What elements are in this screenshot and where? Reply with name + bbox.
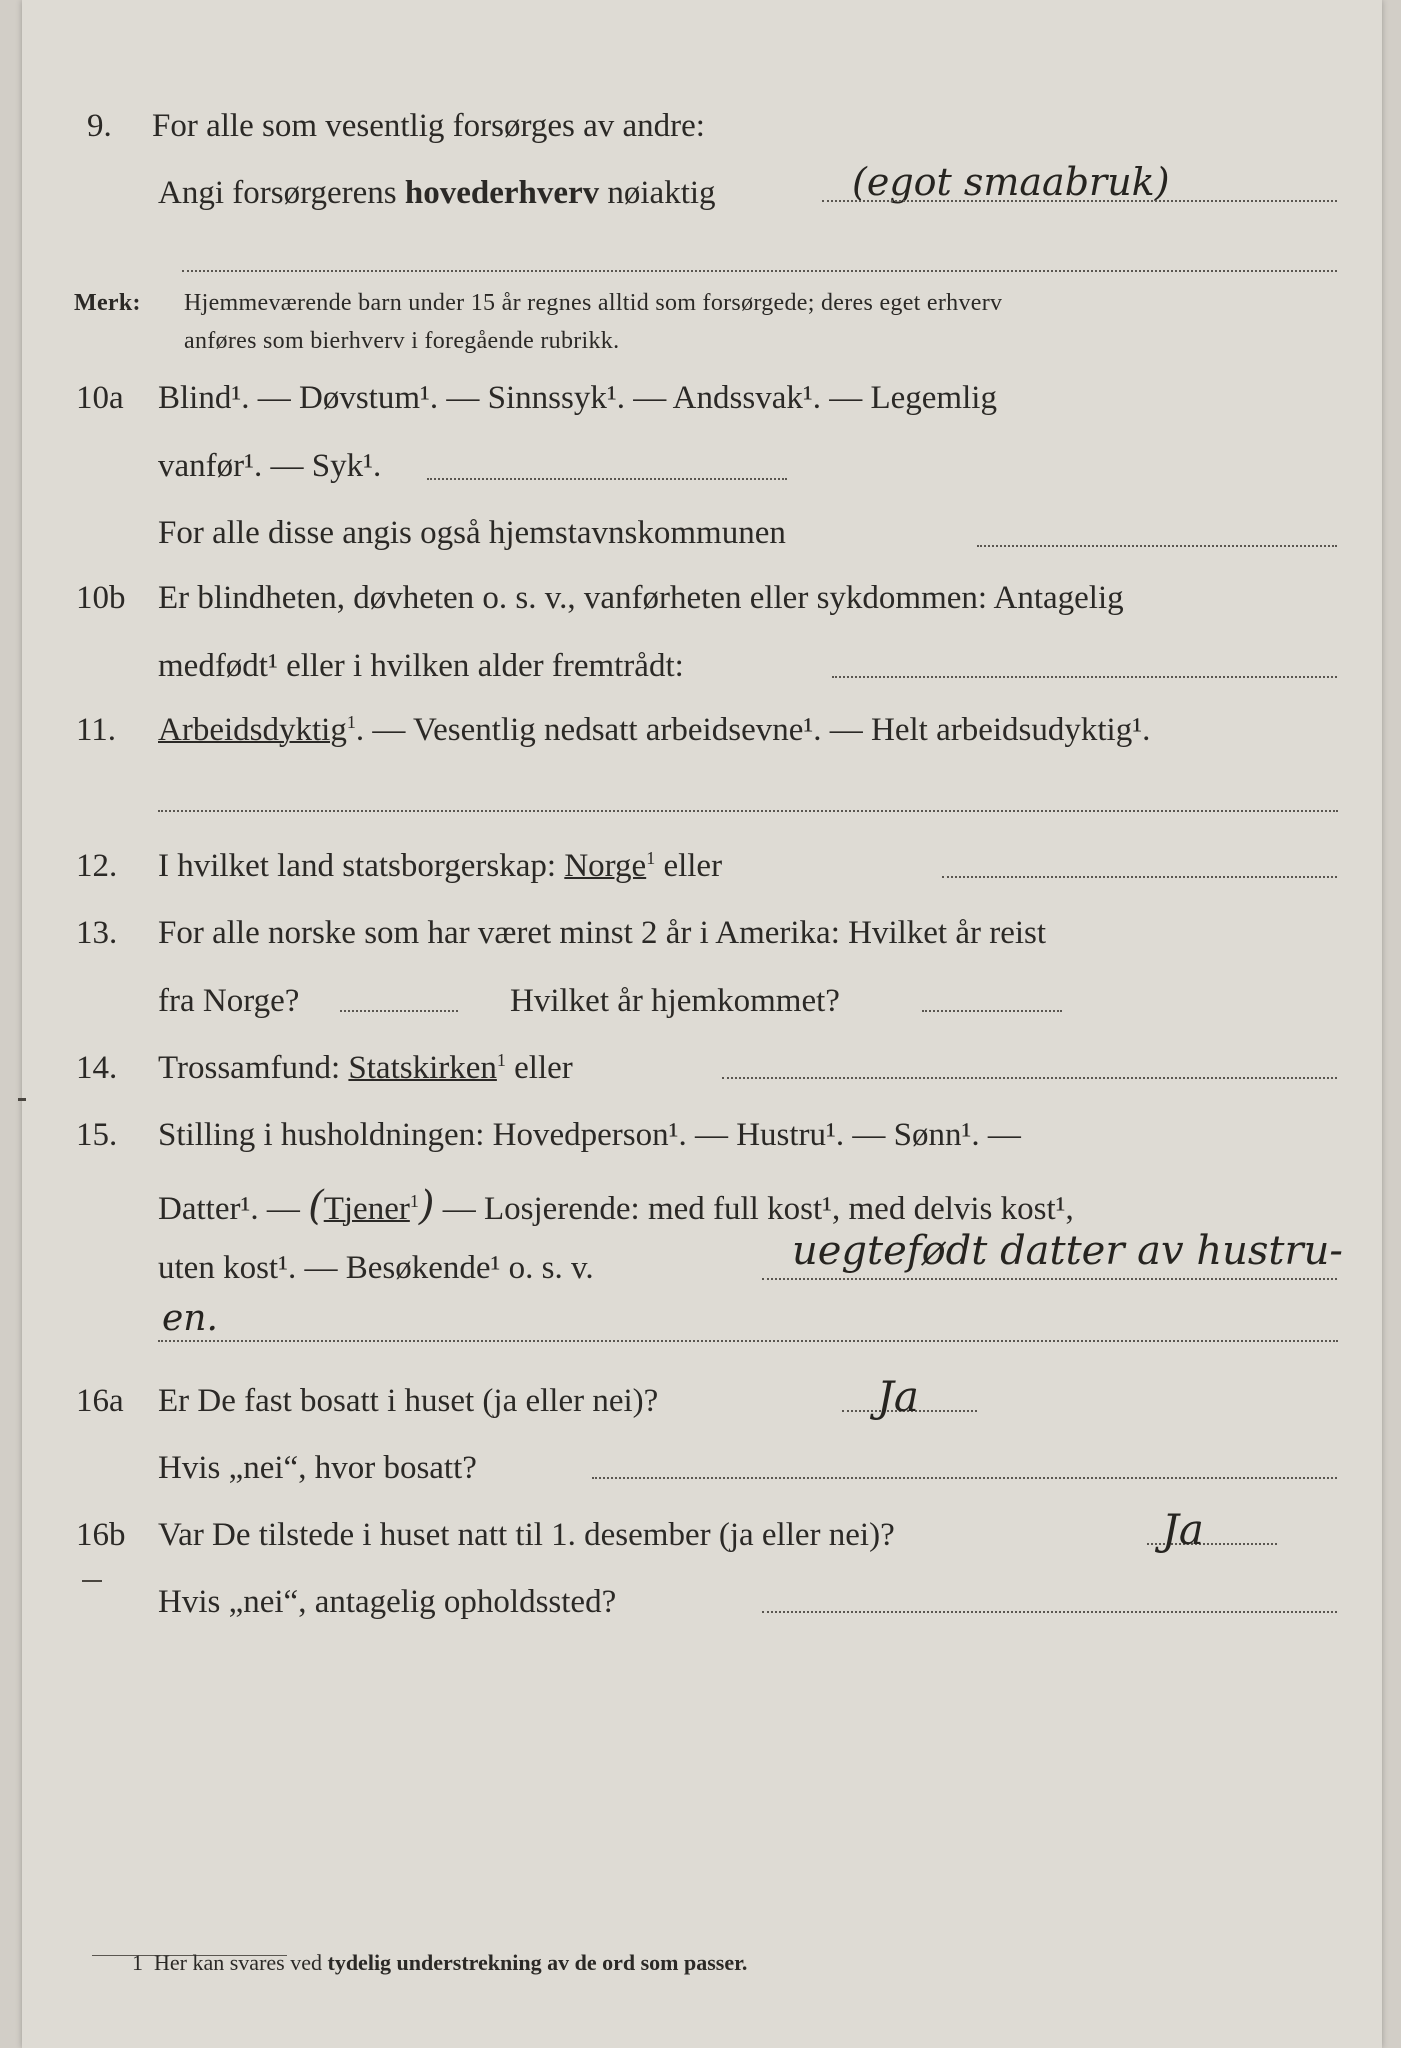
q13-number: 13. <box>76 915 118 951</box>
q11-answer-line <box>158 810 1338 812</box>
q15-line-1: Stilling i husholdningen: Hovedperson¹. — Hustru¹. — Sønn¹. — <box>158 1117 1021 1153</box>
note-line-1: Hjemmeværende barn under 15 år regnes alltid som forsørgede; deres eget erhverv <box>184 290 1003 316</box>
q13-line-2a: fra Norge? <box>158 983 300 1019</box>
q15-answer-line-2 <box>158 1340 1338 1342</box>
q11-number: 11. <box>76 712 117 748</box>
q15-answer-line-1 <box>762 1278 1337 1280</box>
q14-number: 14. <box>76 1050 118 1086</box>
q10a-number: 10a <box>76 380 124 416</box>
q9-title: For alle som vesentlig forsørges av andre: <box>152 108 705 144</box>
q16a-where-line <box>592 1477 1337 1479</box>
q11-line: Arbeidsdyktig$^1$. — Vesentlig nedsatt arbeidsevne¹. — Helt arbeidsudyktig¹. <box>158 712 1151 748</box>
q16b-line-2: Hvis „nei“, antagelig opholdssted? <box>158 1584 617 1620</box>
census-form-page <box>22 0 1382 2048</box>
q10a-line-1: Blind¹. — Døvstum¹. — Sinnssyk¹. — Andssvak¹. — Legemlig <box>158 380 997 416</box>
left-edge-tick <box>18 1098 26 1101</box>
q16b-handwritten-answer: Ja <box>1162 1505 1204 1554</box>
q14-line: Trossamfund: Statskirken$^1$ eller <box>158 1050 573 1086</box>
q12-number: 12. <box>76 848 118 884</box>
q15-handwritten-answer-2: en. <box>162 1298 218 1339</box>
q11-option-arbeidsdyktig-underlined: Arbeidsdyktig <box>158 712 347 748</box>
q16a-line-2: Hvis „nei“, hvor bosatt? <box>158 1450 477 1486</box>
q12-option-norge-underlined: Norge <box>564 848 647 884</box>
q10a-line-2: vanfør¹. — Syk¹. <box>158 448 382 484</box>
q10b-number: 10b <box>76 580 126 616</box>
q10b-answer-line <box>832 676 1337 678</box>
q12-answer-line <box>942 876 1337 878</box>
q9-number: 9. <box>87 108 112 144</box>
q10a-answer-line <box>427 478 787 480</box>
q14-option-statskirken-underlined: Statskirken <box>348 1050 497 1086</box>
q16a-number: 16a <box>76 1383 124 1419</box>
q9-handwritten-answer: (egot smaabruk) <box>852 160 1170 204</box>
q13-year-returned-line <box>922 1010 1062 1012</box>
q15-handwritten-answer-1: uegtefødt datter av hustru- <box>792 1228 1343 1274</box>
q15-line-3: uten kost¹. — Besøkende¹ o. s. v. <box>158 1250 594 1286</box>
q9-answer-line <box>822 200 1337 202</box>
q15-option-tjener-circled: Tjener <box>323 1191 410 1227</box>
q16a-handwritten-answer: Ja <box>877 1372 919 1421</box>
footnote: 1 Her kan svares ved tydelig understrekning av de ord som passer. <box>132 1950 748 1975</box>
q14-answer-line <box>722 1077 1337 1079</box>
q15-line-2: Datter¹. — (Tjener$^1$) — Losjerende: med full kost¹, med delvis kost¹, <box>158 1183 1074 1229</box>
q10b-line-1: Er blindheten, døvheten o. s. v., vanførheten eller sykdommen: Antagelig <box>158 580 1124 616</box>
q10a-municipality-line <box>977 545 1337 547</box>
q15-number: 15. <box>76 1117 118 1153</box>
q13-year-left-line <box>340 1010 458 1012</box>
note-line-2: anføres som bierhverv i foregående rubrikk. <box>184 328 620 354</box>
q12-line: I hvilket land statsborgerskap: Norge$^1$ eller <box>158 848 723 884</box>
q10b-line-2: medfødt¹ eller i hvilken alder fremtrådt: <box>158 648 684 684</box>
left-margin-tick <box>82 1580 102 1582</box>
q13-line-2b: Hvilket år hjemkommet? <box>510 983 840 1019</box>
note-label: Merk: <box>74 290 141 316</box>
q16b-where-line <box>762 1611 1337 1613</box>
q9-second-line <box>182 270 1337 272</box>
q13-line-1: For alle norske som har været minst 2 år i Amerika: Hvilket år reist <box>158 915 1047 951</box>
q10a-line-3: For alle disse angis også hjemstavnskommunen <box>158 515 786 551</box>
q16b-number: 16b <box>76 1517 126 1553</box>
q16a-line-1: Er De fast bosatt i huset (ja eller nei)? <box>158 1383 659 1419</box>
q9-label: Angi forsørgerens hovederhverv nøiaktig <box>158 175 716 211</box>
q16b-line-1: Var De tilstede i huset natt til 1. desember (ja eller nei)? <box>158 1517 895 1553</box>
